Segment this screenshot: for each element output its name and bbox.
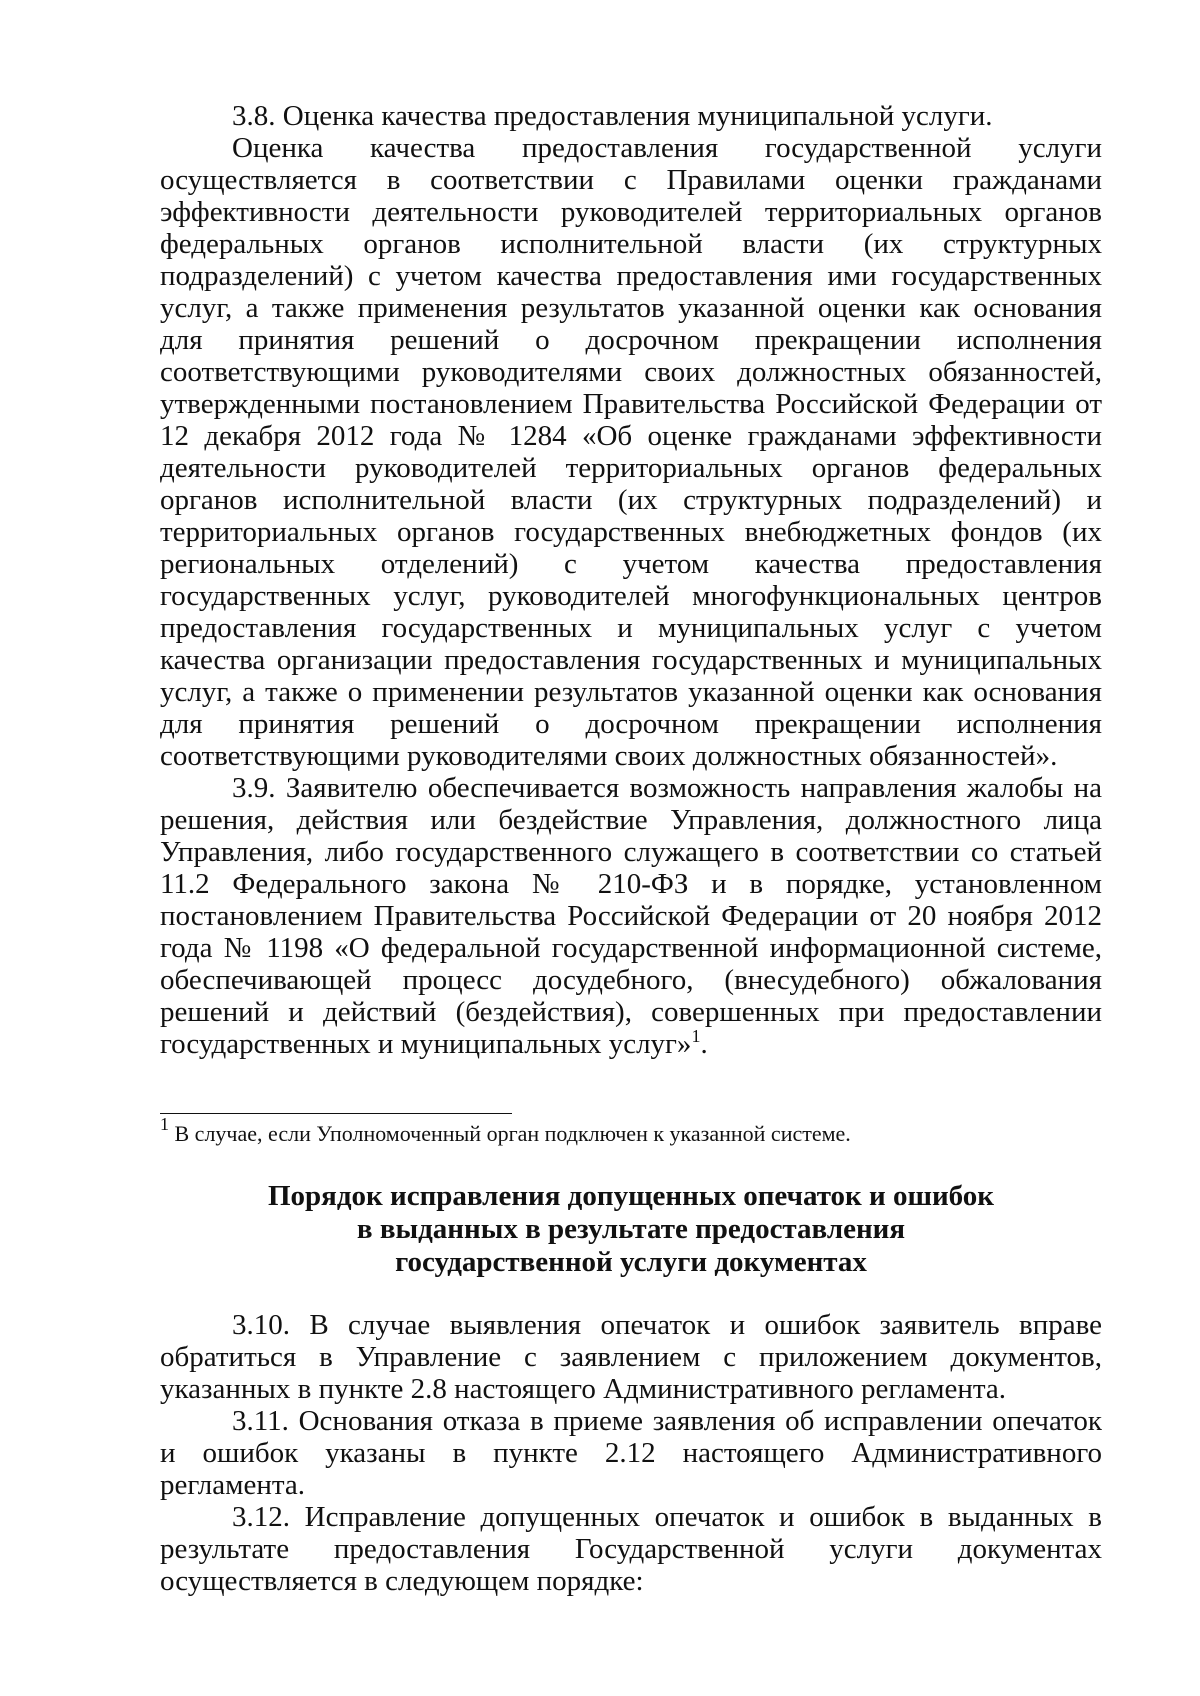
section-3-9-end: . xyxy=(700,1028,708,1060)
heading-line-2: в выданных в результате предоставления xyxy=(356,1213,906,1245)
heading-line-3: государственной услуги документах xyxy=(395,1246,867,1278)
second-text-block xyxy=(160,1309,1102,1597)
heading-line-1: Порядок исправления допущенных опечаток и ошибок xyxy=(267,1180,994,1212)
footnote xyxy=(160,1114,1102,1148)
section-3-9-text: 3.9. Заявителю обеспечивается возможность направления жалобы на решения, действия или бездействие Управления, должностного лица Управления, либо государственного служащего в соответствии со статьей 11.2 Федерального закона № 210-ФЗ и в порядке, установленном постановлением Правительства Российской Федерации от 20 ноября 2012 года № 1198 «О федеральной государственной информационной системе, обеспечивающей процесс досудебного, (внесудебного) обжалования решений и действий (бездействия), совершенных при предоставлении государственных и муниципальных услуг» xyxy=(160,772,1102,1060)
section-heading xyxy=(160,1180,1102,1279)
footnote-reference: 1 xyxy=(691,1026,701,1046)
section-3-8-title: 3.8. Оценка качества предоставления муниципальной услуги. xyxy=(232,100,993,132)
footnote-divider xyxy=(160,1113,512,1114)
section-3-10-body: 3.10. В случае выявления опечаток и ошибок заявитель вправе обратиться в Управление с заявлением с приложением документов, указанных в пункте 2.8 настоящего Административного регламента. xyxy=(160,1309,1102,1405)
footnote-mark: 1 xyxy=(160,1114,169,1134)
section-3-9-body xyxy=(160,772,1102,1060)
section-3-11-body: 3.11. Основания отказа в приеме заявления об исправлении опечаток и ошибок указаны в пункте 2.12 настоящего Административного регламента. xyxy=(160,1405,1102,1501)
main-text-block xyxy=(160,100,1102,1060)
footnote-text: В случае, если Уполномоченный орган подключен к указанной системе. xyxy=(174,1121,851,1146)
section-3-12-body: 3.12. Исправление допущенных опечаток и ошибок в выданных в результате предоставления Государственной услуги документах осуществляется в следующем порядке: xyxy=(160,1501,1102,1597)
section-3-8-body: Оценка качества предоставления государственной услуги осуществляется в соответствии с Правилами оценки гражданами эффективности деятельности руководителей территориальных органов федеральных органов исполнительной власти (их структурных подразделений) с учетом качества предоставления ими государственных услуг, а также применения результатов указанной оценки как основания для принятия решений о досрочном прекращении исполнения соответствующими руководителями своих должностных обязанностей, утвержденными постановлением Правительства Российской Федерации от 12 декабря 2012 года № 1284 «Об оценке гражданами эффективности деятельности руководителей территориальных органов федеральных органов исполнительной власти (их структурных подразделений) и территориальных органов государственных внебюджетных фондов (их региональных отделений) с учетом качества предоставления государственных услуг, руководителей многофункциональных центров предоставления государственных и муниципальных услуг с учетом качества организации предоставления государственных и муниципальных услуг, а также о применении результатов указанной оценки как основания для принятия решений о досрочном прекращении исполнения соответствующими руководителями своих должностных обязанностей». xyxy=(160,132,1102,772)
